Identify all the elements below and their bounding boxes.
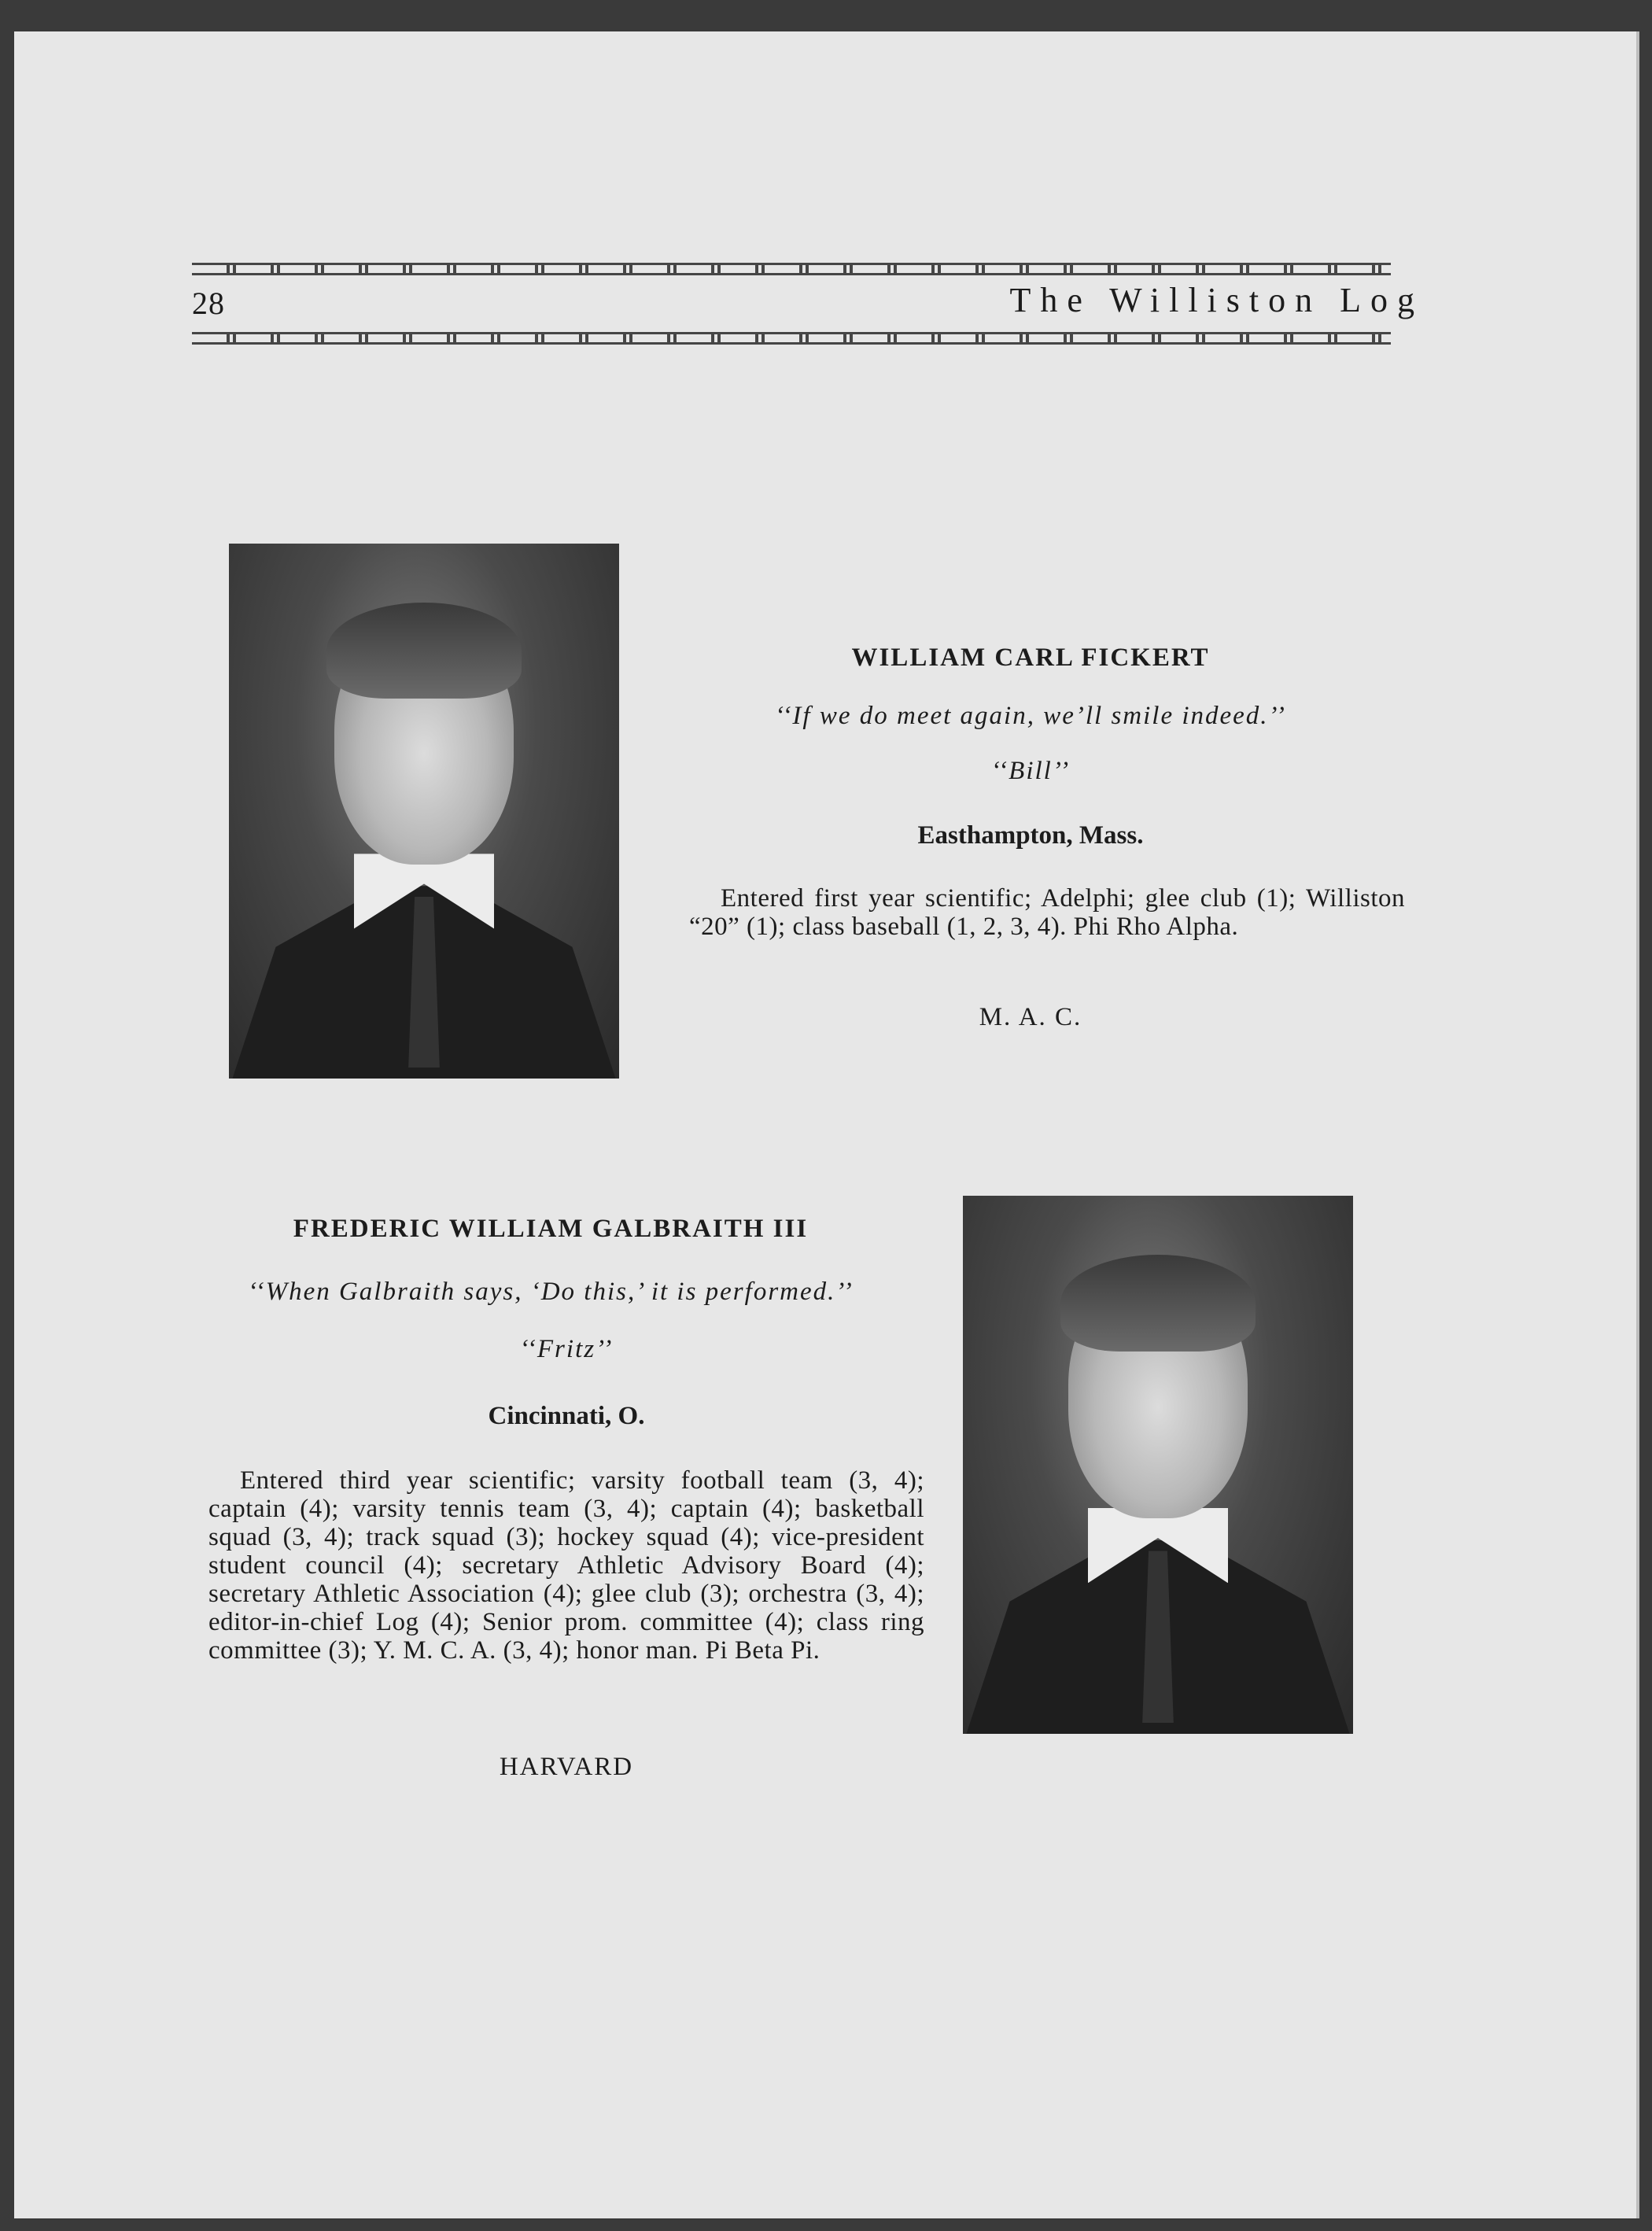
student-nickname: ‘‘Bill’’ bbox=[990, 757, 1071, 785]
student-destination: HARVARD bbox=[499, 1753, 634, 1781]
student-record: Entered third year scientific; varsity football team (3, 4); captain (4); varsity tennis team (3, 4); captain (4); basketball squad (3, 4); track squad (3); hockey squad (4); vice-president student council (4); secretary Athletic Advisory Board (4); secretary Athletic Association (4); glee club (3); orchestra (3, 4); editor-in-chief Log (4); Senior prom. committee (4); class ring committee (3); Y. M. C. A. (3, 4); honor man. Pi Beta Pi. bbox=[208, 1466, 924, 1665]
student-quote: ‘‘When Galbraith says, ‘Do this,’ it is performed.’’ bbox=[248, 1278, 854, 1306]
student-hometown: Cincinnati, O. bbox=[488, 1402, 645, 1430]
student-record: Entered first year scientific; Adelphi; glee club (1); Williston “20” (1); class baseball (1, 2, 3, 4). Phi Rho Alpha. bbox=[689, 884, 1405, 941]
student-name: WILLIAM CARL FICKERT bbox=[851, 643, 1210, 672]
student-nickname: ‘‘Fritz’’ bbox=[519, 1335, 614, 1363]
header-top-rule bbox=[192, 263, 1391, 275]
student-quote: ‘‘If we do meet again, we’ll smile indeed.’’ bbox=[775, 702, 1286, 730]
student-hometown: Easthampton, Mass. bbox=[917, 821, 1144, 850]
running-title: The Williston Log bbox=[1009, 281, 1424, 319]
student-destination: M. A. C. bbox=[979, 1003, 1082, 1031]
portrait-photo-galbraith bbox=[963, 1196, 1353, 1734]
portrait-photo-fickert bbox=[229, 544, 619, 1079]
yearbook-page bbox=[14, 31, 1639, 2218]
page-number: 28 bbox=[192, 286, 225, 321]
header-bottom-rule bbox=[192, 332, 1391, 345]
student-name: FREDERIC WILLIAM GALBRAITH III bbox=[293, 1215, 809, 1243]
